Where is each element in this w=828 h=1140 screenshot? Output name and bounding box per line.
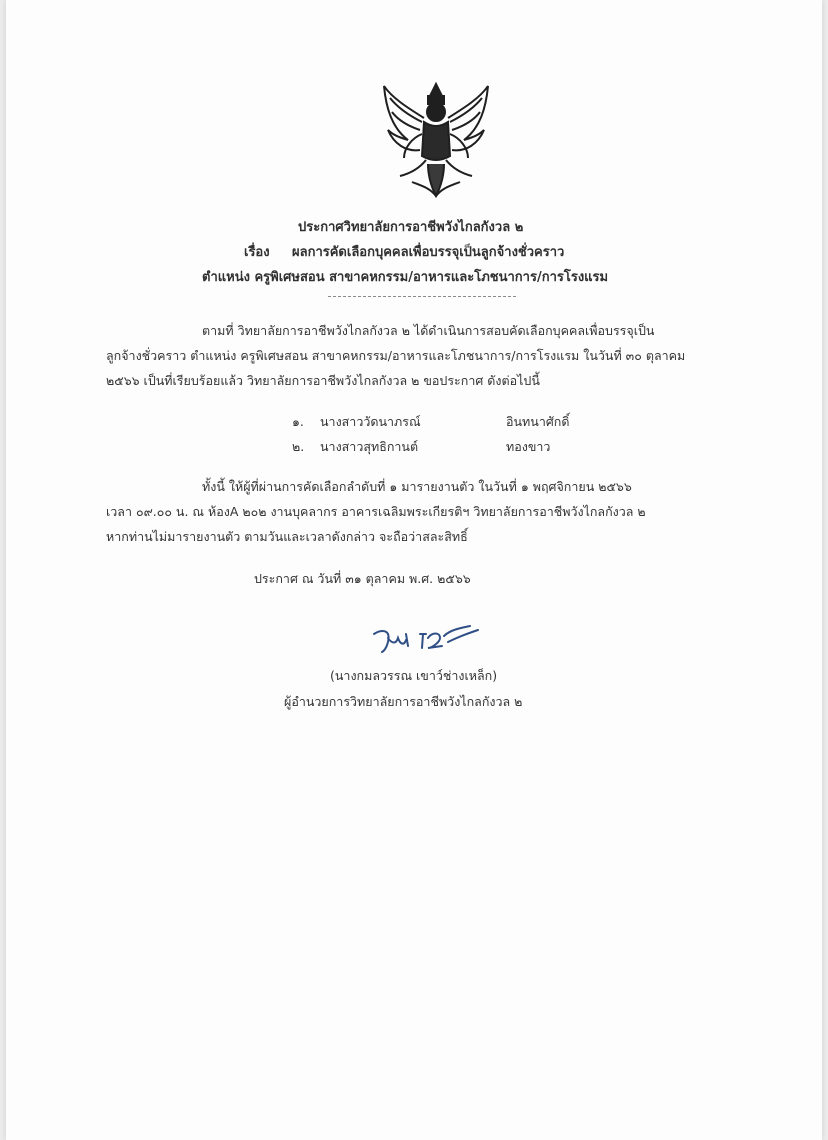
paragraph1-line2: ลูกจ้างชั่วคราว ตำแหน่ง ครูพิเศษสอน สาขาคหกรรม/อาหารและโภชนาการ/การโรงแรม ในวันที่ ๓๐ ตุลาคม [106,348,686,363]
paragraph2-line1: ทั้งนี้ ให้ผู้ที่ผ่านการคัดเลือกลำดับที่ ๑ มารายงานตัว ในวันที่ ๑ พฤศจิกายน ๒๕๖๖ [202,479,632,494]
position-line: ตำแหน่ง ครูพิเศษสอน สาขาคหกรรม/อาหารและโภชนาการ/การโรงแรม [202,270,609,285]
signer-title: ผู้อำนวยการวิทยาลัยการอาชีพวังไกลกังวล ๒ [284,694,523,709]
candidate-number: ๑. [292,414,304,429]
paragraph1-line1: ตามที่ วิทยาลัยการอาชีพวังไกลกังวล ๒ ได้ดำเนินการสอบคัดเลือกบุคคลเพื่อบรรจุเป็น [202,323,655,338]
paragraph1-line3: ๒๕๖๖ เป็นที่เรียบร้อยแล้ว วิทยาลัยการอาชีพวังไกลกังวล ๒ ขอประกาศ ดังต่อไปนี้ [106,373,540,388]
signer-name: (นางกมลวรรณ เขาว์ช่างเหล็ก) [330,668,498,683]
heading-divider [328,296,516,297]
paragraph2-line3: หากท่านไม่มารายงานตัว ตามวันและเวลาดังกล่าว จะถือว่าสละสิทธิ์ [106,529,468,544]
subject-label: เรื่อง [244,245,270,260]
candidate-number: ๒. [292,439,305,454]
subject-text: ผลการคัดเลือกบุคคลเพื่อบรรจุเป็นลูกจ้างชั่วคราว [292,245,565,260]
candidate-first-name: นางสาวสุทธิกานต์ [320,439,419,454]
garuda-emblem-icon [378,78,494,202]
paragraph2-line2: เวลา ๐๙.๐๐ น. ณ ห้องA ๒๐๒ งานบุคลากร อาคารเฉลิมพระเกียรติฯ วิทยาลัยการอาชีพวังไกลกังวล ๒ [106,504,646,519]
candidate-last-name: อินทนาศักดิ์ [506,414,570,429]
signature [370,620,482,660]
document-page [6,0,822,1140]
announcement-title: ประกาศวิทยาลัยการอาชีพวังไกลกังวล ๒ [298,220,524,235]
candidate-first-name: นางสาววัดนาภรณ์ [320,414,421,429]
announce-date: ประกาศ ณ วันที่ ๓๑ ตุลาคม พ.ศ. ๒๕๖๖ [254,571,471,586]
candidate-last-name: ทองขาว [506,439,551,454]
